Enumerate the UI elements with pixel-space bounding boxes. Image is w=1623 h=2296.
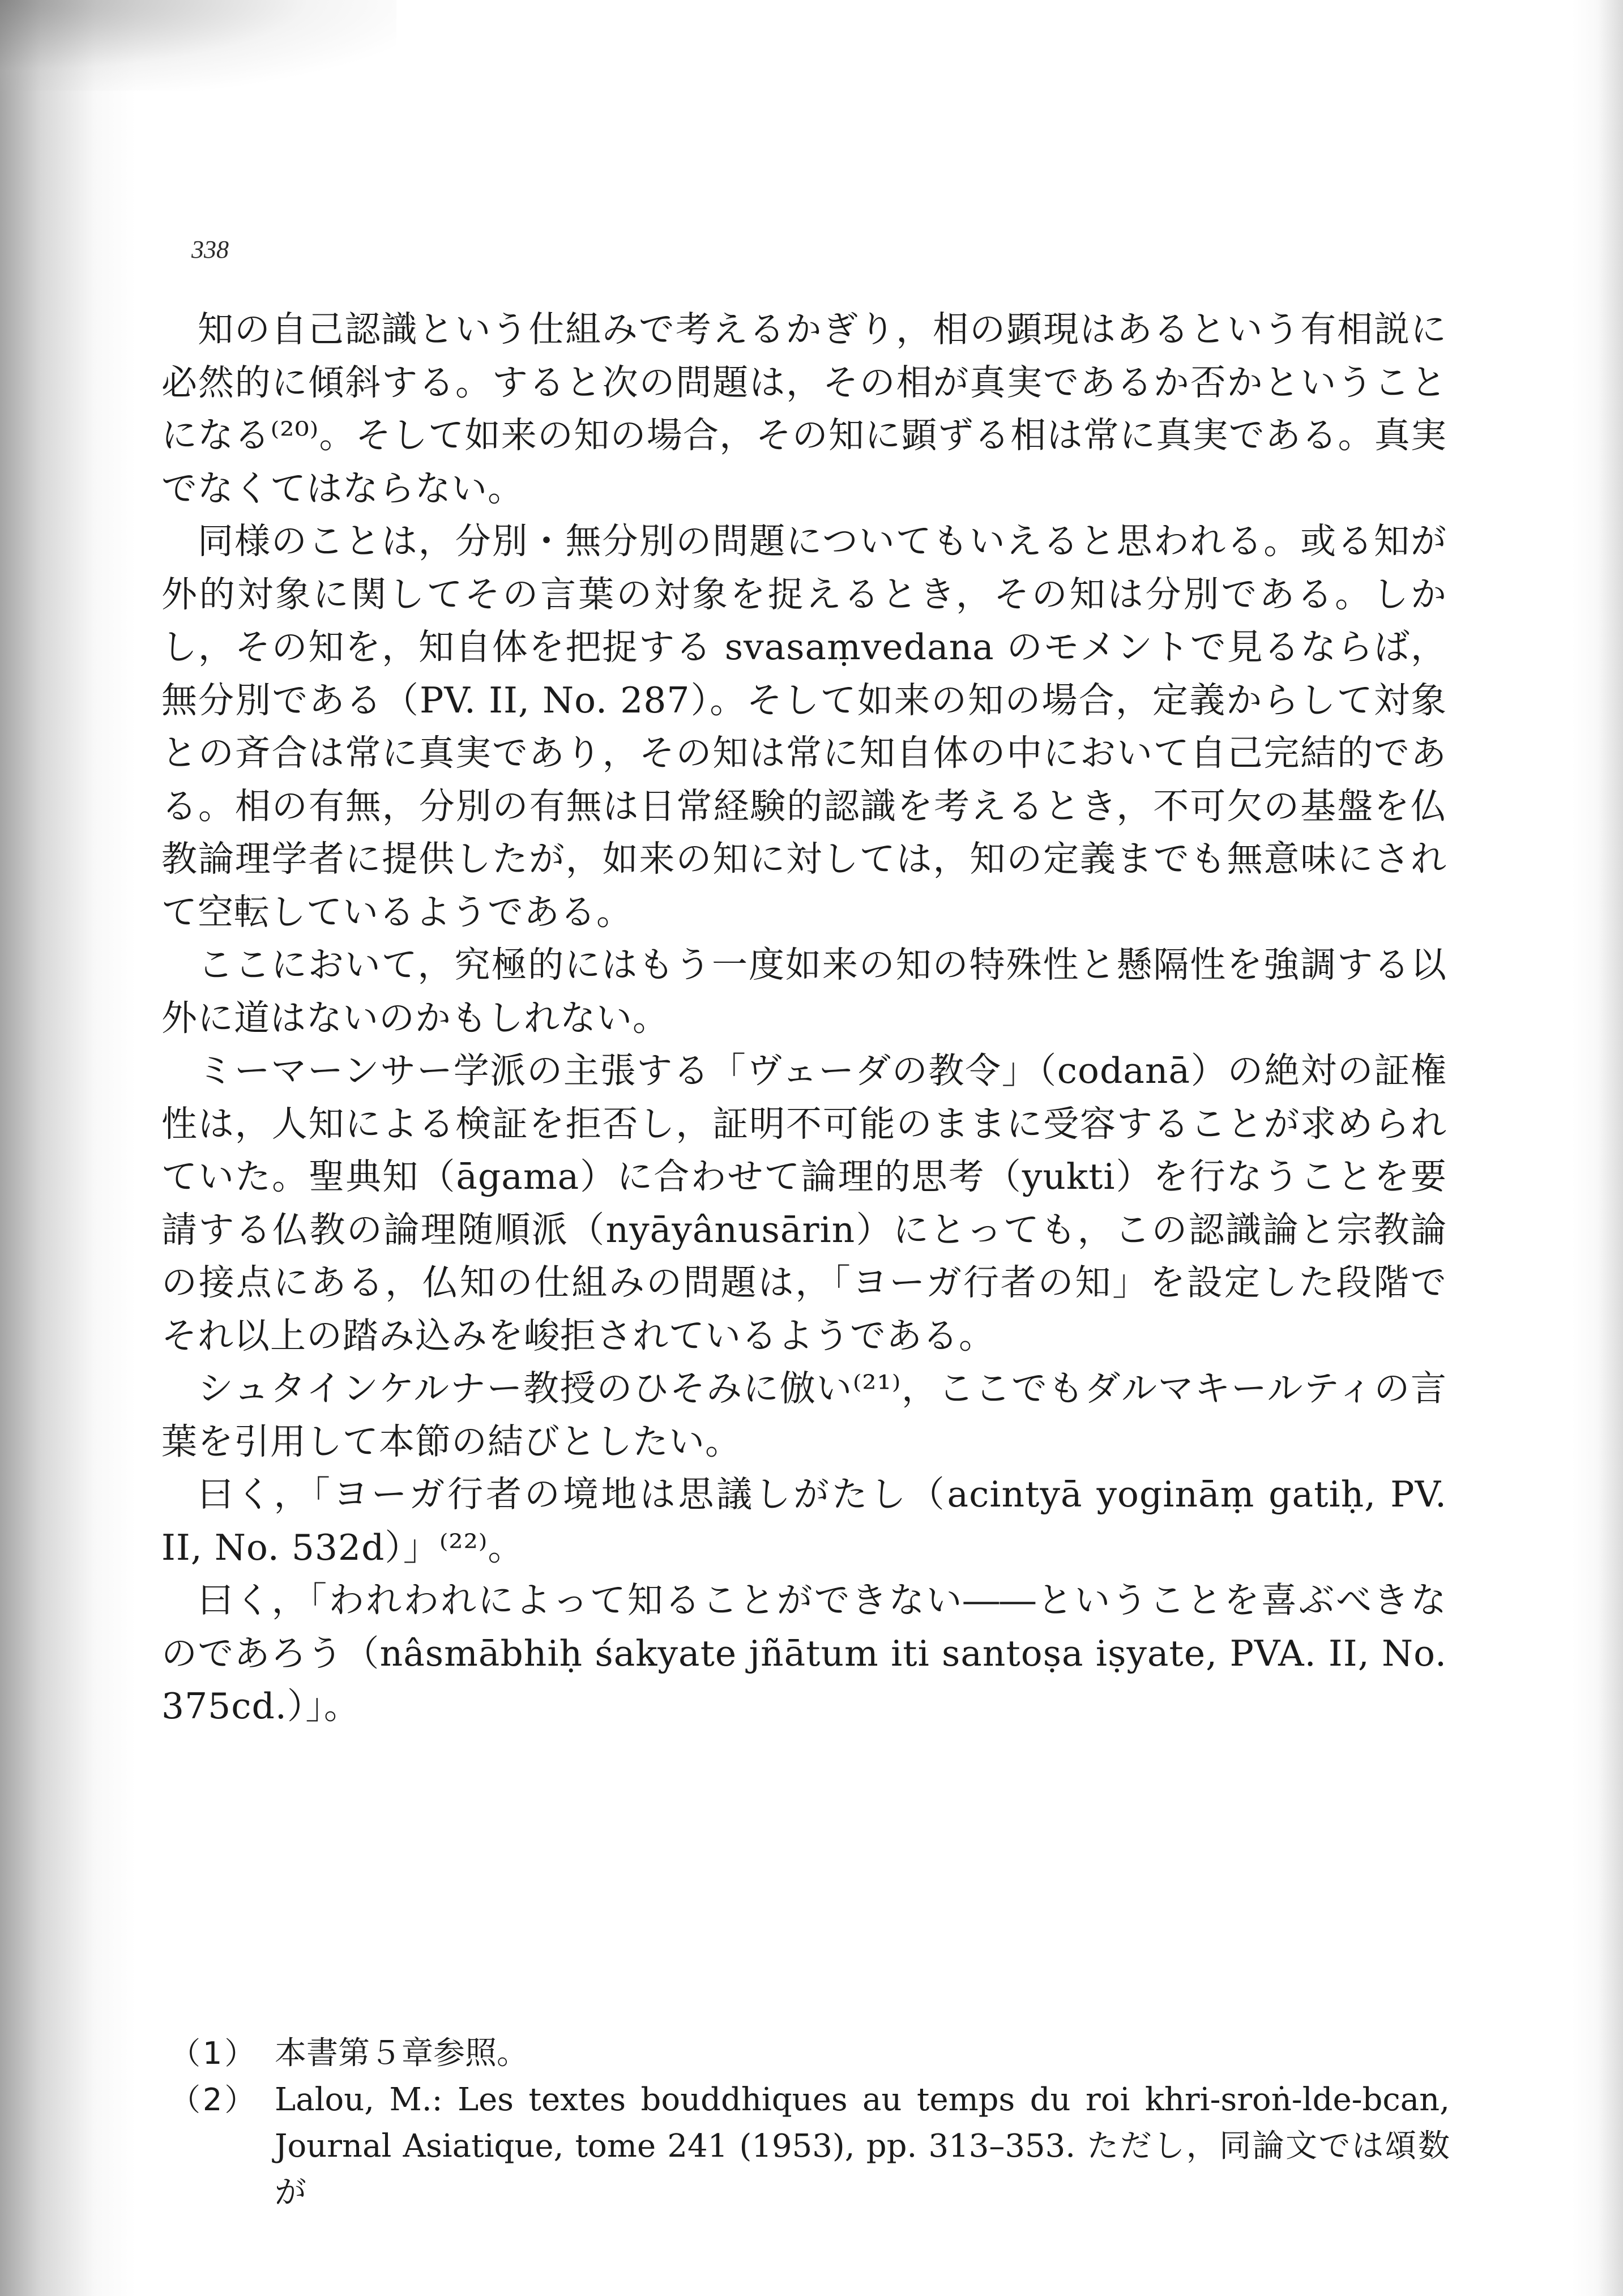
footnote-text: Lalou, M.: Les textes bouddhiques au temps du roi khri-sroṅ-lde-bcan, Journal Asiatique, tome 241 (1953), pp. 313–353. ただし，同論文では頌数が [275, 2081, 1450, 2211]
paragraph: 同様のことは，分別・無分別の問題についてもいえると思われる。或る知が外的対象に関してその言葉の対象を捉えるとき，その知は分別である。しかし，その知を，知自体を把捉する svasaṃvedana のモメントで見るならば，無分別である（PV. II, No. 287）。そして如来の知の場合，定義からして対象との斉合は常に真実であり，その知は常に知自体の中において自己完結的である。相の有無，分別の有無は日常経験的認識を考えるとき，不可欠の基盤を仏教論理学者に提供したが，如来の知に対しては，知の定義までも無意味にされて空転しているようである。 [161, 520, 1447, 933]
paragraph: ミーマーンサー学派の主張する「ヴェーダの教令」（codanā）の絶対の証権性は，人知による検証を拒否し，証明不可能のままに受容することが求められていた。聖典知（āgama）に合わせて論理的思考（yukti）を行なうことを要請する仏教の論理随順派（nyāyânusārin）にとっても，この認識論と宗教論の接点にある，仏知の仕組みの問題は，「ヨーガ行者の知」を設定した段階でそれ以上の踏み込みを峻拒されているようである。 [161, 1050, 1447, 1356]
paragraph: 知の自己認識という仕組みで考えるかぎり，相の顕現はあるという有相説に必然的に傾斜する。すると次の問題は，その相が真実であるか否かということになる⁽²⁰⁾。そして如来の知の場合，その知に顕ずる相は常に真実である。真実でなくてはならない。 [161, 309, 1447, 509]
footnote-mark: （2） [170, 2082, 258, 2118]
footnote [170, 2077, 1450, 2216]
footnote [170, 2030, 1450, 2077]
scan-shadow-right [1572, 0, 1623, 2296]
paragraph: 曰く，「われわれによって知ることができない――ということを喜ぶべきなのであろう（nâsmābhiḥ śakyate jñātum iti santoṣa iṣyate, PVA. II, No. 375cd.）」。 [161, 1580, 1447, 1727]
footnote-mark: （1） [170, 2035, 258, 2071]
paragraph: 曰く，「ヨーガ行者の境地は思議しがたし（acintyā yogināṃ gatiḥ, PV. II, No. 532d）」⁽²²⁾。 [161, 1474, 1447, 1568]
paragraph: シュタインケルナー教授のひそみに倣い⁽²¹⁾，ここでもダルマキールティの言葉を引用して本節の結びとしたい。 [161, 1368, 1447, 1462]
body-text [161, 303, 1447, 1733]
footnotes [170, 2030, 1450, 2216]
scan-shadow-left [0, 0, 136, 2296]
paragraph: ここにおいて，究極的にはもう一度如来の知の特殊性と懸隔性を強調する以外に道はないのかもしれない。 [161, 944, 1447, 1039]
page-number: 338 [191, 236, 229, 263]
scan-shadow-top [0, 0, 396, 91]
footnote-text: 本書第５章参照。 [275, 2035, 528, 2072]
